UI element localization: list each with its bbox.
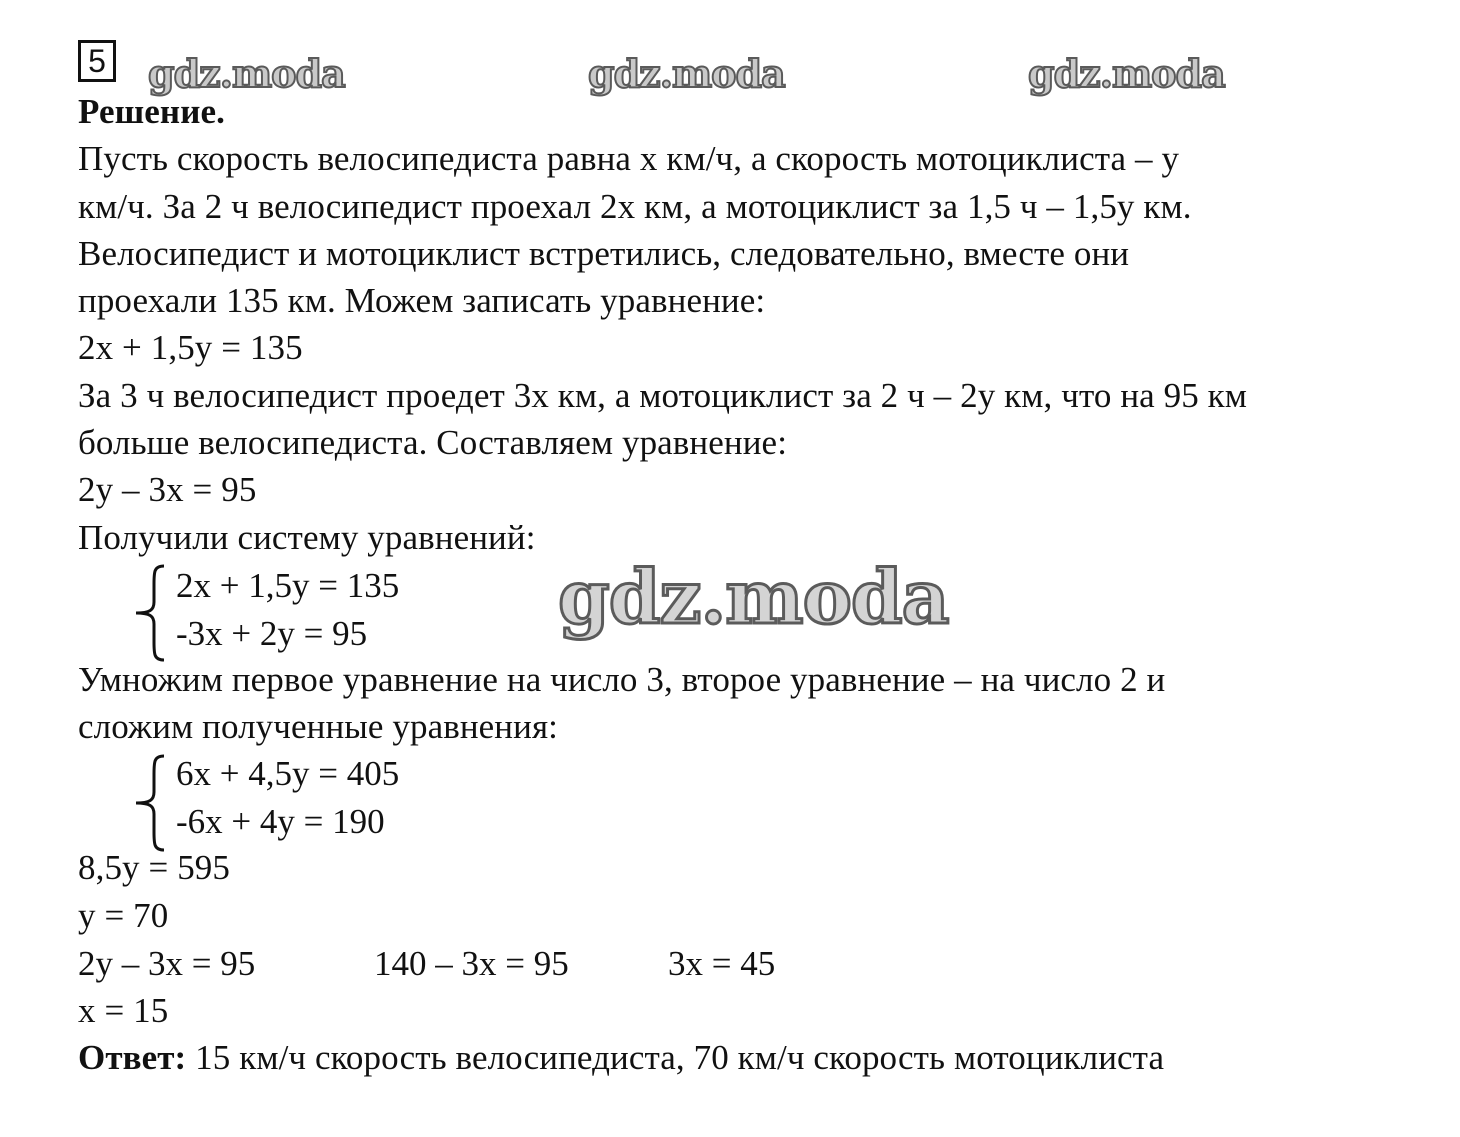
text-line: Получили систему уравнений: [78, 518, 536, 557]
equation: 2y – 3x = 95 [78, 470, 257, 509]
text-line: больше велосипедиста. Составляем уравнение: [78, 423, 788, 462]
text-line: км/ч. За 2 ч велосипедист проехал 2x км, а мотоциклист за 1,5 ч – 1,5y км. [78, 187, 1192, 226]
watermark-2: gdz.moda [588, 51, 785, 96]
text-line: проехали 135 км. Можем записать уравнение: [78, 281, 766, 320]
text-line: За 3 ч велосипедист проедет 3x км, а мотоциклист за 2 ч – 2y км, что на 95 км [78, 376, 1248, 415]
answer-text: 15 км/ч скорость велосипедиста, 70 км/ч скорость мотоциклиста [186, 1038, 1165, 1077]
equation: y = 70 [78, 896, 169, 935]
equation-system-1 [130, 562, 490, 662]
brace-icon [130, 562, 176, 664]
equation-system-2 [130, 752, 490, 852]
equation: 2y – 3x = 95 [78, 944, 256, 983]
brace-icon [130, 752, 176, 854]
answer-label: Ответ: [78, 1038, 187, 1077]
system-equation: -3x + 2y = 95 [176, 614, 368, 653]
text-line: Умножим первое уравнение на число 3, второе уравнение – на число 2 и [78, 660, 1166, 699]
watermark-3: gdz.moda [1028, 51, 1225, 96]
equation: x = 15 [78, 991, 169, 1030]
system-equation: 6x + 4,5y = 405 [176, 754, 400, 793]
watermark-center: gdz.moda [558, 555, 949, 641]
answer-line [78, 1038, 1164, 1078]
text-line: Велосипедист и мотоциклист встретились, следовательно, вместе они [78, 234, 1130, 273]
equation: 140 – 3x = 95 [374, 944, 569, 983]
solution-heading: Решение. [78, 92, 225, 131]
text-line: Пусть скорость велосипедиста равна x км/ч, а скорость мотоциклиста – y [78, 139, 1180, 178]
system-equation: -6x + 4y = 190 [176, 802, 385, 841]
equation: 8,5y = 595 [78, 848, 230, 887]
equation: 2x + 1,5y = 135 [78, 328, 303, 367]
problem-number: 5 [78, 40, 116, 82]
equation: 3x = 45 [668, 944, 776, 983]
system-equation: 2x + 1,5y = 135 [176, 566, 400, 605]
text-line: сложим полученные уравнения: [78, 707, 558, 746]
watermark-1: gdz.moda [148, 51, 345, 96]
